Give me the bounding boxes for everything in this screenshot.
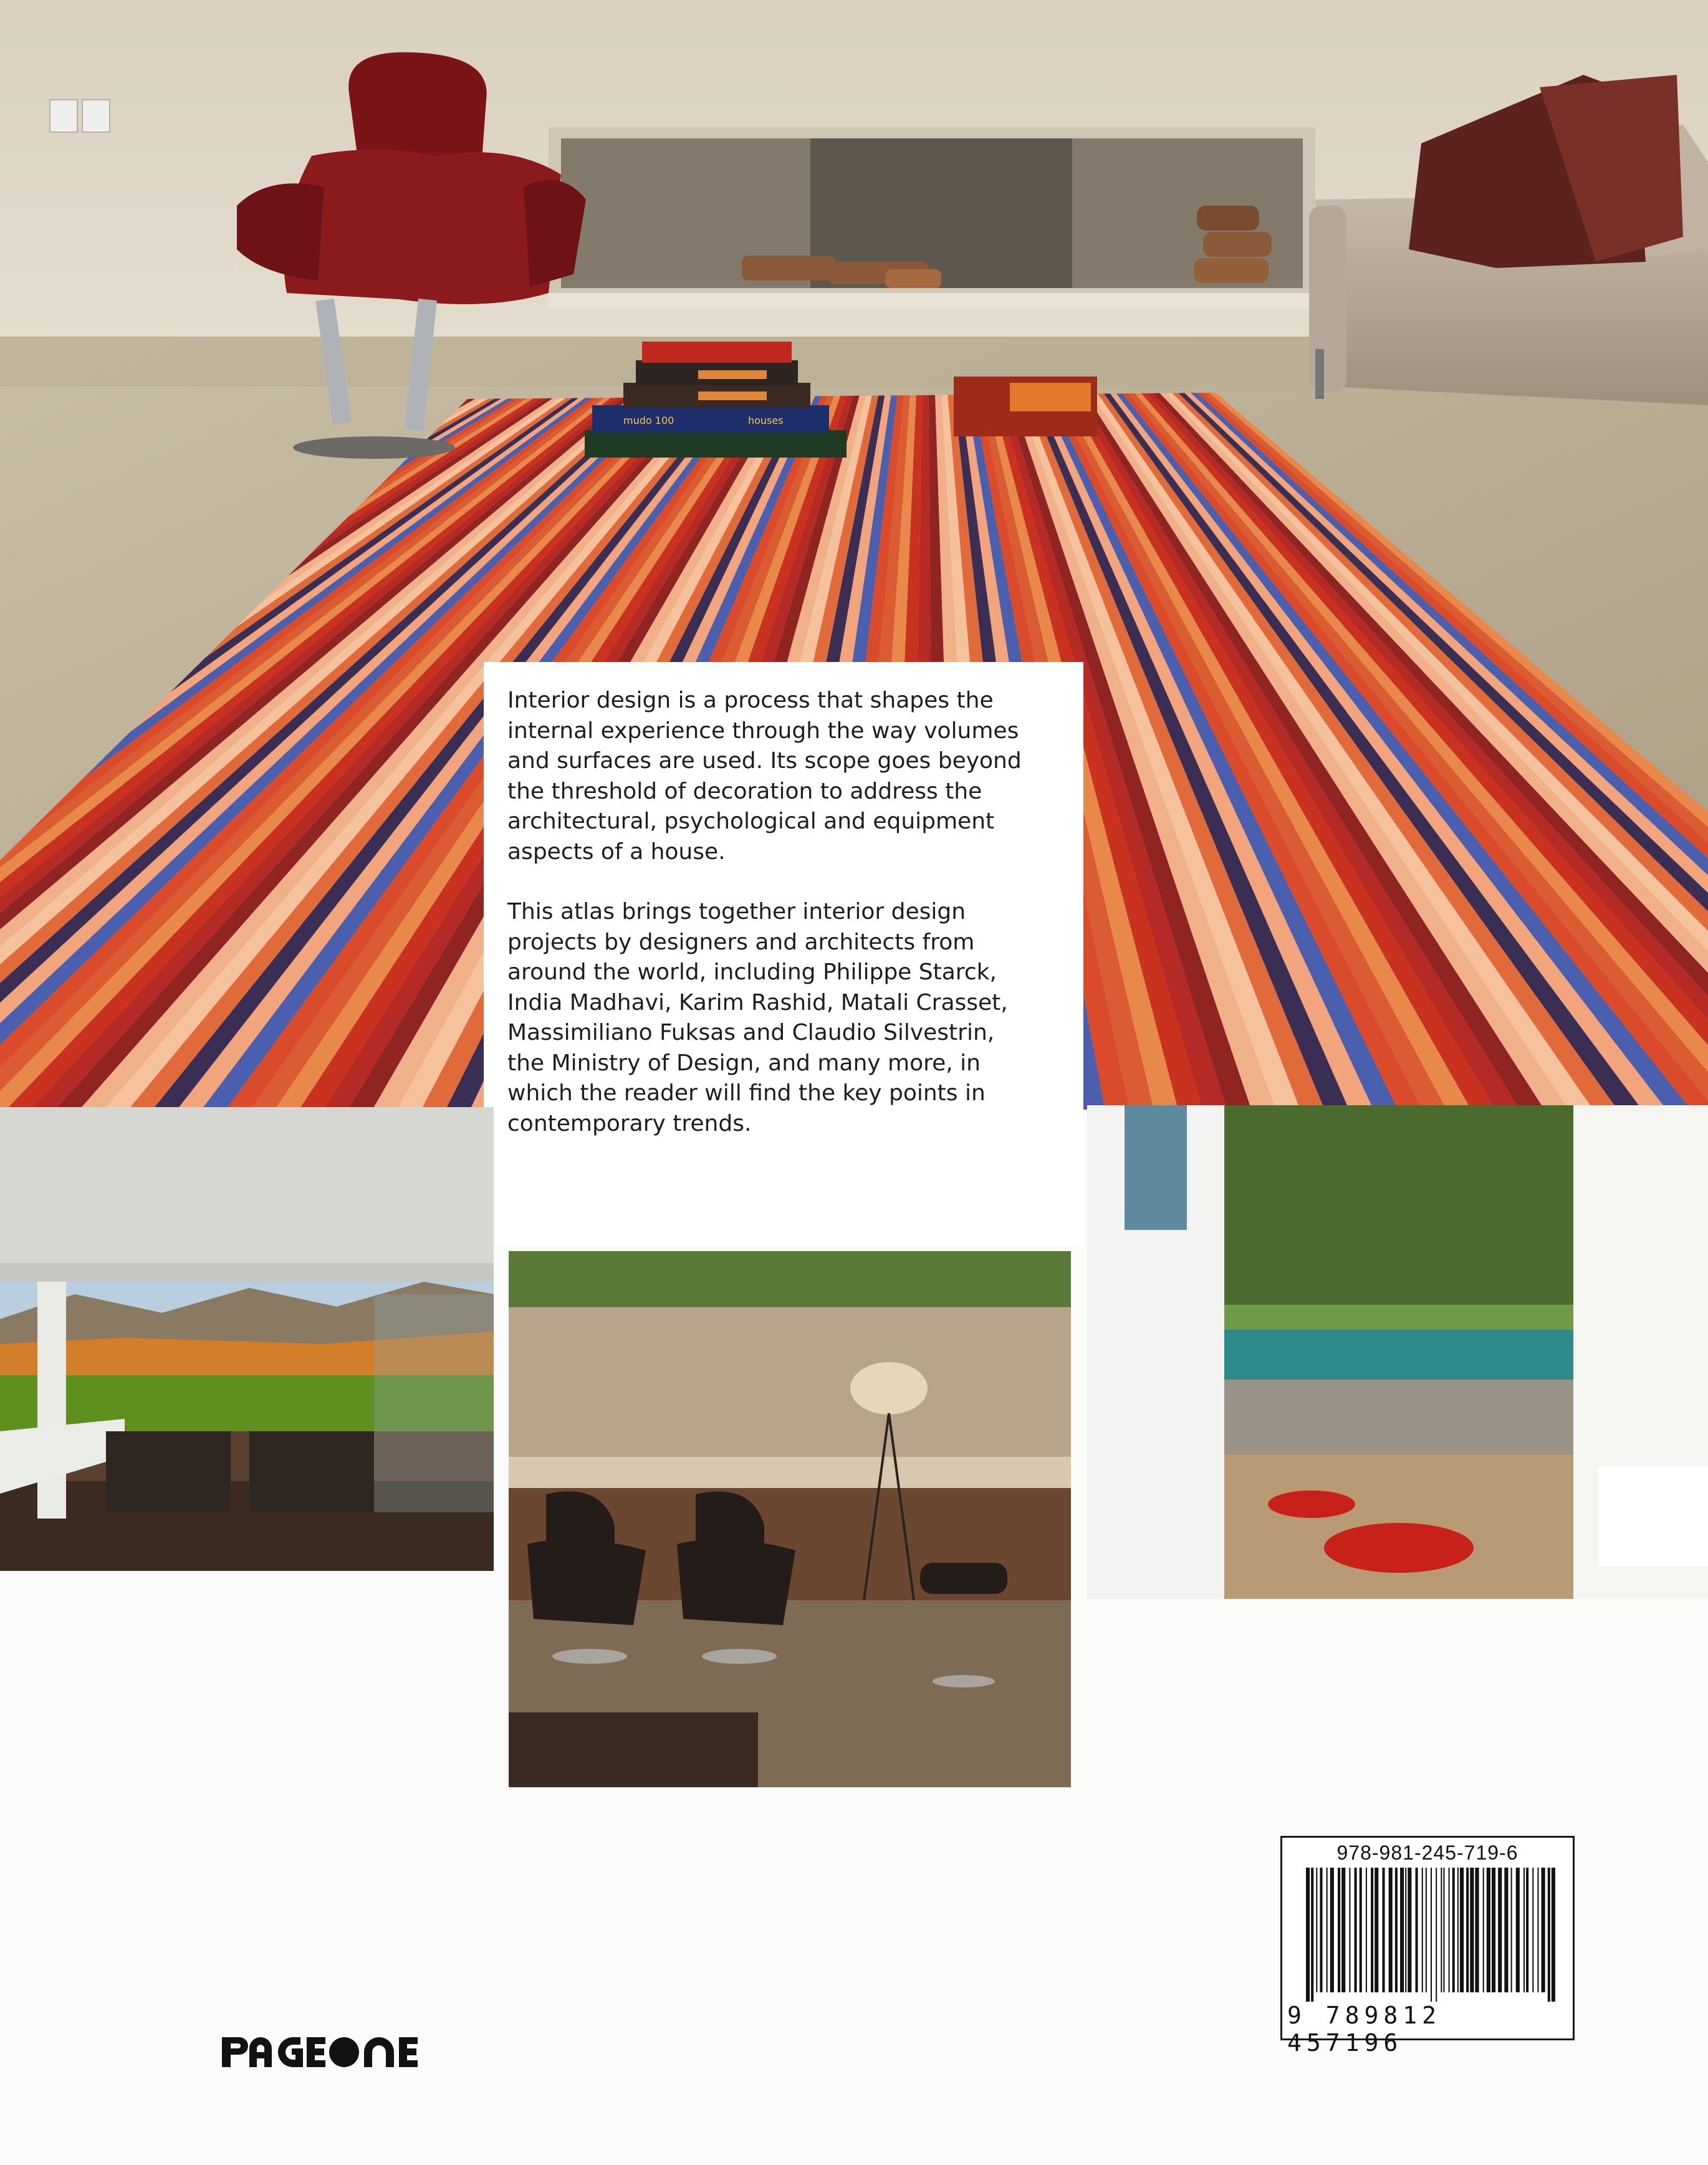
- barcode-bar: [1452, 1868, 1455, 1992]
- blurb-paragraph-1: Interior design is a process that shapes the internal experience through the way volumes and surfaces are used. Its scope goes beyond the threshold of decoration to address the architectural, psychological and equipment aspects of a house.: [507, 688, 1022, 865]
- barcode-bar: [1320, 1868, 1322, 1992]
- barcode-bar: [1457, 1868, 1459, 1992]
- barcode-bar: [1382, 1868, 1384, 1992]
- isbn-barcode: [1280, 1836, 1575, 2057]
- barcode-bar: [1389, 1868, 1393, 1992]
- barcode-bar: [1408, 1868, 1411, 1992]
- barcode-bar: [1460, 1868, 1464, 1992]
- barcode-bar: [1338, 1868, 1340, 1992]
- barcode-bar: [1360, 1868, 1362, 1992]
- barcode-digits: 9 789812 457196: [1287, 2002, 1442, 2057]
- barcode-bar: [1416, 1868, 1418, 1992]
- photo-pool-view: [1087, 1105, 1708, 1599]
- barcode-bar: [1366, 1868, 1367, 1992]
- barcode-bar: [1327, 1868, 1328, 1992]
- barcode-bar: [1400, 1868, 1404, 1992]
- barcode-bar: [1306, 1868, 1310, 2002]
- barcode-bars: [1306, 1868, 1555, 2002]
- barcode-bar: [1470, 1868, 1474, 1992]
- barcode-bar: [1349, 1868, 1350, 1992]
- barcode-bar: [1355, 1868, 1357, 1992]
- photo-terrace-valley: [0, 1107, 494, 1571]
- barcode-bar: [1523, 1868, 1525, 1992]
- barcode-bar: [1526, 1868, 1528, 1992]
- photo-lounge-chairs: [509, 1251, 1071, 1787]
- barcode-bar: [1431, 1868, 1432, 2002]
- barcode-bar: [1441, 1868, 1442, 1992]
- barcode-bar: [1405, 1868, 1406, 1992]
- barcode-bar: [1395, 1868, 1398, 1992]
- barcode-bar: [1487, 1868, 1490, 1992]
- barcode-bar: [1542, 1868, 1545, 1992]
- barcode-bar: [1443, 1868, 1444, 1992]
- barcode-bar: [1516, 1868, 1520, 1992]
- barcode-bar: [1548, 1868, 1550, 2002]
- barcode-bar: [1552, 1868, 1555, 2002]
- barcode-bar: [1466, 1868, 1469, 1992]
- barcode-bar: [1426, 1868, 1427, 1992]
- barcode-bar: [1532, 1868, 1533, 1992]
- blurb-paragraph-2: This atlas brings together interior design projects by designers and architects from around the world, including Philippe Starck, India Madhavi, Karim Rashid, Matali Crasset, Massimiliano Fuksas and Claudio Silvestrin, the Ministry of Design, and many more, in which the reader will find the key points in contemporary trends.: [507, 899, 1008, 1136]
- barcode-bar: [1492, 1868, 1495, 1992]
- blurb-panel: [484, 662, 1083, 1247]
- barcode-bar: [1498, 1868, 1502, 1992]
- barcode-bar: [1483, 1868, 1484, 1992]
- barcode-bar: [1422, 1868, 1423, 1992]
- barcode-bar: [1316, 1868, 1317, 1992]
- barcode-bar: [1371, 1868, 1373, 1992]
- book-spine-text: houses: [748, 415, 784, 426]
- barcode-bar: [1511, 1868, 1512, 1992]
- barcode-bar: [1330, 1868, 1334, 1992]
- barcode-bar: [1341, 1868, 1345, 1992]
- barcode-bar: [1449, 1868, 1450, 1992]
- isbn-text: 978-981-245-719-6: [1336, 1841, 1518, 1864]
- barcode-bar: [1475, 1868, 1479, 1992]
- book-spine-text: mudo 100: [623, 415, 674, 426]
- barcode-bar: [1375, 1868, 1378, 1992]
- barcode-bar: [1436, 1868, 1437, 2002]
- barcode-bar: [1537, 1868, 1538, 1992]
- publisher-logo: [222, 2036, 431, 2068]
- barcode-bar: [1504, 1868, 1508, 1992]
- barcode-bar: [1311, 1868, 1313, 2002]
